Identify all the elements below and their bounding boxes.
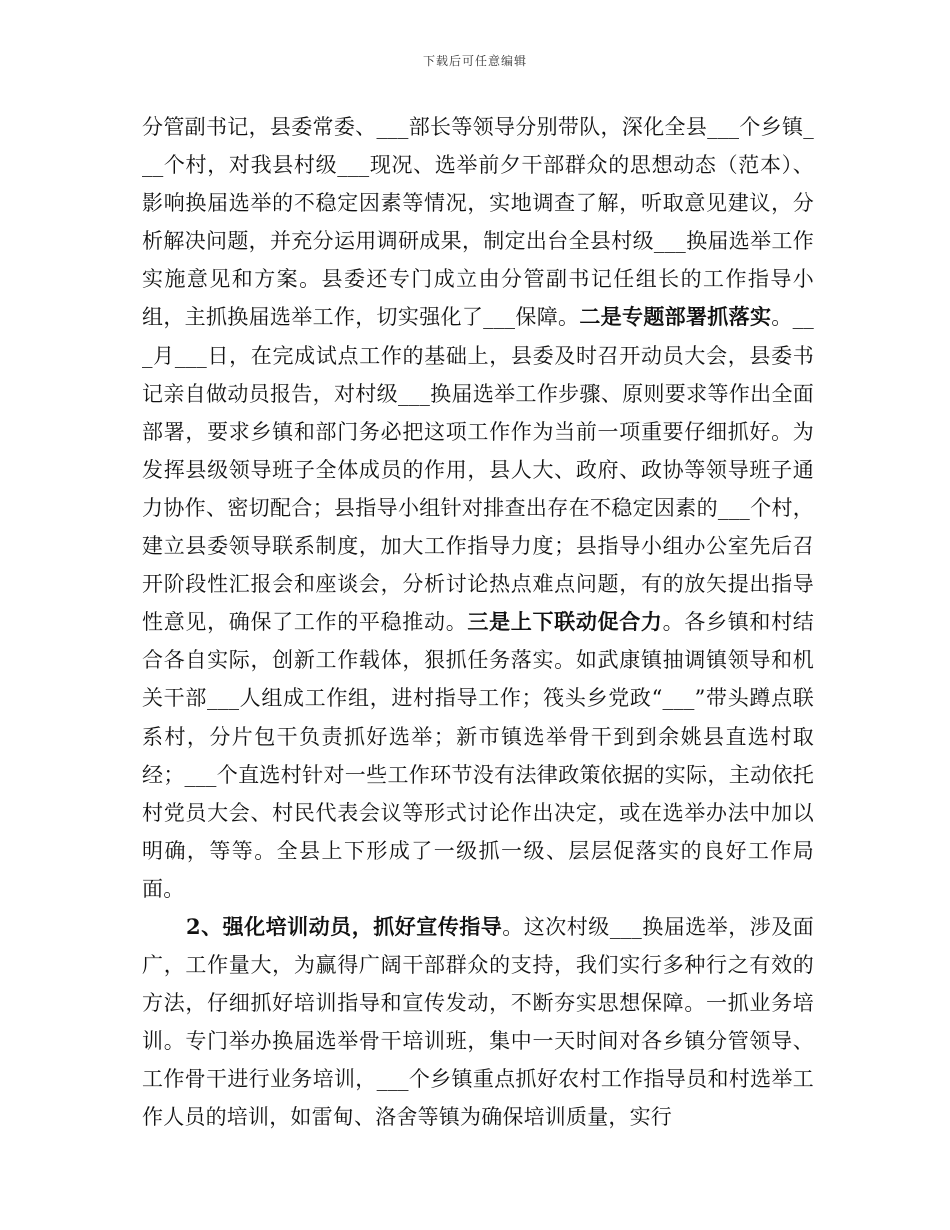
paragraph-2 <box>142 908 814 1137</box>
bold-heading-segment: 三是上下联动促合力 <box>467 609 663 635</box>
document-body <box>142 108 814 1137</box>
paragraph-1 <box>142 108 814 908</box>
bold-heading-segment: 二是专题部署抓落实 <box>579 304 772 330</box>
page-header: 下载后可任意编辑 <box>422 54 527 68</box>
text-segment: 分管副书记，县委常委、___部长等领导分别带队，深化全县___个乡镇___个村，对我县村级___现况、选举前夕干部群众的思想动态（范本）、影响换届选举的不稳定因素等情况，实地调查了解，听取意见建议，分析解决问题，并充分运用调研成果，制定出台全县村级___换届选举工作实施意见和方案。县委还专门成立由分管副书记任组长的工作指导小组，主抓换届选举工作，切实强化了___保障。 <box>142 115 814 330</box>
section-heading: 2、强化培训动员，抓好宣传指导 <box>186 913 503 939</box>
text-segment: 。___月___日，在完成试点工作的基础上，县委及时召开动员大会，县委书记亲自做动员报告，对村级___换届选举工作步骤、原则要求等作出全面部署，要求乡镇和部门务必把这项工作作为当前一项重要仔细抓好。为发挥县级领导班子全体成员的作用，县人大、政府、政协等领导班子通力协作、密切配合；县指导小组针对排查出存在不稳定因素的___个村，建立县委领导联系制度，加大工作指导力度；县指导小组办公室先后召开阶段性汇报会和座谈会，分析讨论热点难点问题，有的放矢提出指导性意见，确保了工作的平稳推动。 <box>142 305 814 635</box>
text-segment: 。这次村级___换届选举，涉及面广，工作量大，为赢得广阔干部群众的支持，我们实行多种行之有效的方法，仔细抓好培训指导和宣传发动，不断夯实思想保障。一抓业务培训。专门举办换届选举骨干培训班，集中一天时间对各乡镇分管领导、工作骨干进行业务培训，___个乡镇重点抓好农村工作指导员和村选举工作人员的培训，如雷甸、洛舍等镇为确保培训质量，实行 <box>142 914 814 1130</box>
text-segment: 。各乡镇和村结合各自实际，创新工作载体，狠抓任务落实。如武康镇抽调镇领导和机关干部___人组成工作组，进村指导工作；筏头乡党政“___”带头蹲点联系村，分片包干负责抓好选举；新市镇选举骨干到到余姚县直选村取经；___个直选村针对一些工作环节没有法律政策依据的实际，主动依托村党员大会、村民代表会议等形式讨论作出决定，或在选举办法中加以明确，等等。全县上下形成了一级抓一级、层层促落实的良好工作局面。 <box>142 610 814 901</box>
